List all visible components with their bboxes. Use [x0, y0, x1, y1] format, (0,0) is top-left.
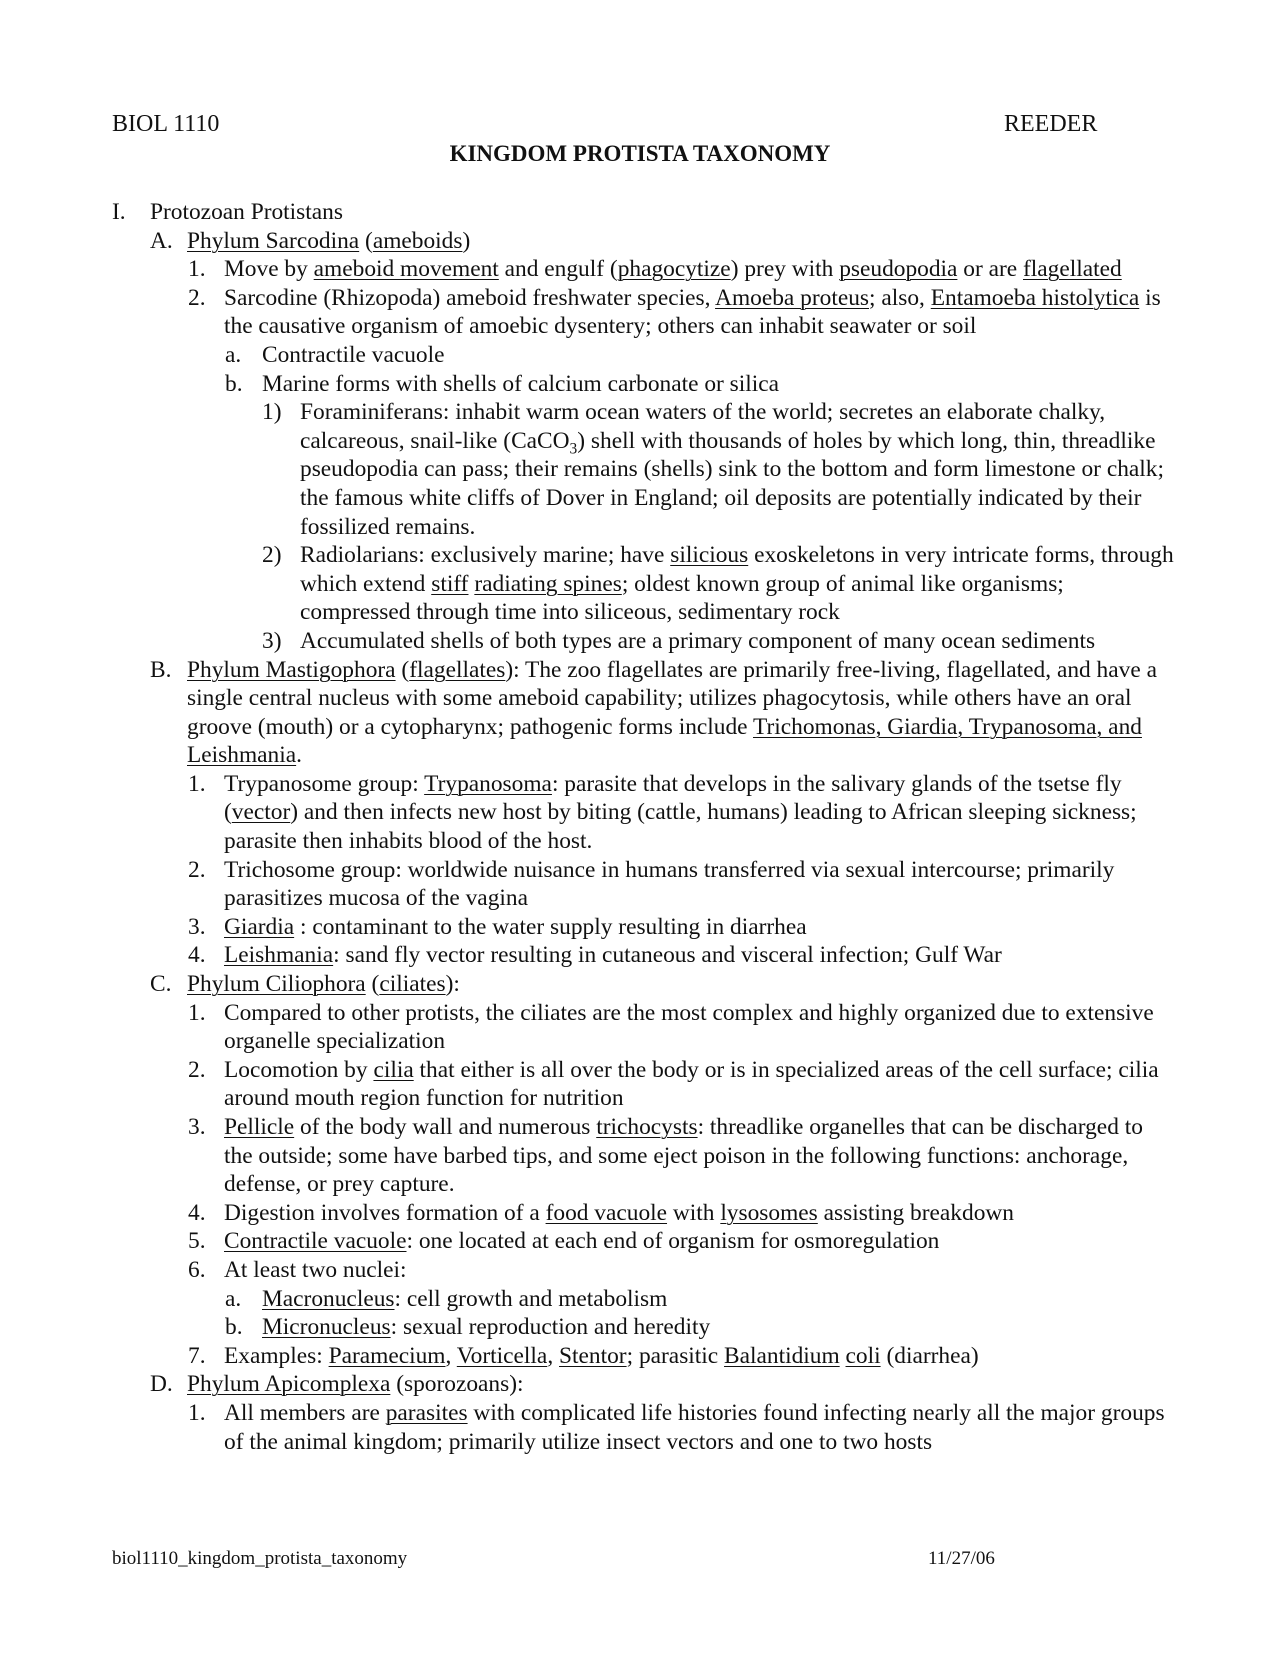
text-run: assisting breakdown: [817, 1199, 1014, 1226]
outline-item: [0, 541, 1280, 627]
outline-text: [224, 1342, 1170, 1371]
outline-item: [0, 1113, 1280, 1199]
footer-date: 11/27/06: [928, 1548, 995, 1569]
outline-item: [0, 1056, 1280, 1113]
underlined-term: Amoeba proteus: [715, 284, 869, 311]
outline-text: [224, 1256, 1170, 1285]
outline-item: [0, 856, 1280, 913]
outline-item: [0, 1370, 1280, 1399]
underlined-term: Micronucleus: [262, 1314, 391, 1341]
outline-text: [224, 999, 1170, 1056]
outline-item: [0, 913, 1280, 942]
text-run: Accumulated shells of both types are a primary component of many ocean sediments: [300, 627, 1096, 654]
underlined-term: stiff: [431, 570, 469, 597]
outline-text: [224, 856, 1170, 913]
outline-item: [0, 1313, 1280, 1342]
text-run: ; parasitic: [626, 1342, 725, 1369]
outline-item: [0, 1399, 1280, 1456]
underlined-term: Paramecium: [328, 1342, 446, 1369]
text-run: : contaminant to the water supply resulting in diarrhea: [294, 913, 807, 940]
outline-label: 3.: [188, 1114, 206, 1140]
underlined-term: cilia: [373, 1056, 414, 1083]
text-run: is the causative organism of amoebic dysentery; others can inhabit seawater or soil: [224, 284, 1161, 340]
outline-text: [187, 656, 1170, 770]
text-run: .: [296, 742, 302, 769]
outline-label: 6.: [188, 1256, 206, 1283]
subscript: 3: [569, 440, 578, 458]
text-run: or are: [957, 256, 1024, 283]
outline-item: [0, 398, 1280, 541]
outline-label: 1.: [188, 256, 206, 283]
text-run: ; oldest known group of animal like organisms; compressed through time into siliceous, sedimentary rock: [300, 570, 1064, 626]
underlined-term: Phylum Apicomplexa: [187, 1371, 391, 1398]
outline-label: 1.: [188, 1399, 206, 1426]
outline-text: [187, 227, 1170, 256]
outline-label: A.: [150, 227, 173, 254]
text-run: ) prey with: [730, 256, 840, 283]
underlined-term: Balantidium: [724, 1342, 840, 1369]
text-run: that either is all over the body or is in specialized areas of the cell surface; cilia around mouth region function for nutrition: [224, 1056, 1159, 1112]
outline-label: 7.: [188, 1342, 206, 1369]
underlined-term: Stentor: [559, 1342, 627, 1369]
underlined-term: Pellicle: [224, 1114, 295, 1140]
underlined-term: Contractile vacuole: [224, 1228, 407, 1255]
text-run: ): [462, 227, 471, 254]
text-run: : parasite that develops in the salivary glands of the tsetse fly (: [224, 770, 1122, 826]
text-run: exoskeletons in very intricate forms, through which extend: [300, 542, 1174, 597]
text-run: (: [395, 656, 410, 683]
outline-item: [0, 1199, 1280, 1228]
outline-item: [0, 198, 1280, 227]
outline-item: [0, 370, 1280, 399]
outline-item: [0, 970, 1280, 999]
outline-label: 5.: [188, 1228, 206, 1255]
underlined-term: radiating spines: [474, 570, 622, 597]
text-run: Compared to other protists, the ciliates are the most complex and highly organized due to extensive organelle specialization: [224, 999, 1154, 1055]
text-run: : one located at each end of organism for osmoregulation: [406, 1228, 940, 1255]
underlined-term: Macronucleus: [262, 1285, 395, 1312]
text-run: Trypanosome group:: [224, 770, 425, 797]
text-run: At least two nuclei:: [224, 1256, 407, 1283]
outline-text: [262, 1285, 1180, 1314]
outline-text: [224, 1113, 1170, 1199]
underlined-term: coli: [845, 1342, 881, 1369]
underlined-term: vector: [231, 799, 291, 826]
outline-text: [262, 1313, 1180, 1342]
text-run: Sarcodine (Rhizopoda) ameboid freshwater species,: [224, 284, 716, 311]
text-run: : threadlike organelles that can be discharged to the outside; some have barbed tips, and some eject poison in the following functions: anchorage, defense, or prey capture.: [224, 1114, 1143, 1198]
underlined-term: lysosomes: [720, 1199, 818, 1226]
text-run: and engulf (: [498, 256, 618, 283]
text-run: Examples:: [224, 1342, 329, 1369]
underlined-term: parasites: [385, 1399, 468, 1426]
outline-label: 2.: [188, 856, 206, 883]
outline-text: [150, 198, 1170, 227]
underlined-term: Phylum Ciliophora: [187, 971, 366, 998]
outline-text: [224, 770, 1170, 856]
outline-label: a.: [225, 341, 242, 368]
text-run: ) and then infects new host by biting (cattle, humans) leading to African sleeping sickness; parasite then inhabits blood of the host.: [224, 799, 1137, 855]
outline-text: [187, 970, 1170, 999]
text-run: ,: [445, 1342, 457, 1369]
outline-text: [224, 941, 1170, 970]
text-run: ; also,: [869, 284, 931, 311]
outline-label: 3.: [188, 913, 206, 940]
underlined-term: ameboids: [372, 227, 463, 254]
outline-label: C.: [150, 971, 172, 998]
text-run: (: [365, 971, 380, 998]
page-title: KINGDOM PROTISTA TAXONOMY: [449, 141, 831, 166]
outline-item: [0, 341, 1280, 370]
outline-text: [224, 1227, 1170, 1256]
outline-text: [300, 627, 1176, 656]
underlined-term: ciliates: [379, 971, 446, 998]
outline-text: [224, 255, 1170, 284]
outline-item: [0, 627, 1280, 656]
text-run: Digestion involves formation of a: [224, 1199, 546, 1226]
outline-text: [224, 1199, 1170, 1228]
text-run: : sand fly vector resulting in cutaneous and visceral infection; Gulf War: [333, 942, 1002, 969]
text-run: Marine forms with shells of calcium carbonate or silica: [262, 370, 780, 397]
outline-text: [224, 284, 1170, 341]
outline-label: 1.: [188, 999, 206, 1026]
underlined-term: Giardia: [224, 913, 295, 940]
text-run: ) shell with thousands of holes by which long, thin, threadlike pseudopodia can pass; their remains (shells) sink to the bottom and form limestone or chalk; the famous white cliffs of Dover in England; oil deposits are potentially indicated by their fossilized remains.: [300, 427, 1164, 540]
text-run: Radiolarians: exclusively marine; have: [300, 542, 671, 569]
text-run: with: [667, 1199, 721, 1226]
outline-label: 1): [262, 399, 282, 426]
text-run: Move by: [224, 256, 314, 283]
footer-filename: biol1110_kingdom_protista_taxonomy: [112, 1548, 408, 1569]
underlined-term: Leishmania: [224, 942, 334, 969]
outline-text: [224, 1399, 1170, 1456]
outline-item: [0, 770, 1280, 856]
outline-text: [300, 541, 1176, 627]
outline-label: 3): [262, 627, 282, 654]
outline-item: [0, 1285, 1280, 1314]
text-run: All members are: [224, 1399, 386, 1426]
outline-item: [0, 255, 1280, 284]
text-run: Trichosome group: worldwide nuisance in humans transferred via sexual intercourse; primarily parasitizes mucosa of the vagina: [224, 856, 1115, 912]
outline-text: [262, 370, 1180, 399]
outline-item: [0, 999, 1280, 1056]
underlined-term: flagellates: [409, 656, 506, 683]
outline-item: [0, 941, 1280, 970]
course-code: BIOL 1110: [112, 111, 220, 137]
text-run: of the body wall and numerous: [294, 1114, 597, 1140]
outline-label: 4.: [188, 1199, 206, 1226]
outline-label: 2.: [188, 1056, 206, 1083]
outline-item: [0, 1342, 1280, 1371]
outline-label: 2.: [188, 284, 206, 311]
outline-label: B.: [150, 656, 172, 683]
text-run: Foraminiferans: inhabit warm ocean waters of the world; secretes an elaborate chalky, calcareous, snail-like (CaCO: [300, 399, 1106, 454]
text-run: (sporozoans):: [390, 1371, 524, 1398]
outline-label: 1.: [188, 770, 206, 797]
outline-label: D.: [150, 1371, 173, 1398]
outline-item: [0, 284, 1280, 341]
outline-label: I.: [112, 199, 126, 225]
underlined-term: Entamoeba histolytica: [930, 284, 1140, 311]
underlined-term: Phylum Mastigophora: [187, 656, 396, 683]
text-run: Contractile vacuole: [262, 341, 445, 368]
outline-text: [224, 913, 1170, 942]
outline-label: 2): [262, 542, 282, 569]
underlined-term: phagocytize: [617, 256, 731, 283]
underlined-term: food vacuole: [545, 1199, 668, 1226]
text-run: Locomotion by: [224, 1056, 374, 1083]
outline-label: b.: [225, 370, 243, 397]
text-run: Protozoan Protistans: [150, 199, 343, 225]
outline-item: [0, 227, 1280, 256]
text-run: : sexual reproduction and heredity: [390, 1314, 711, 1341]
text-run: with complicated life histories found infecting nearly all the major groups of the animal kingdom; primarily utilize insect vectors and one to two hosts: [224, 1399, 1165, 1455]
underlined-term: ameboid movement: [313, 256, 499, 283]
text-run: ,: [547, 1342, 560, 1369]
underlined-term: Vorticella: [456, 1342, 548, 1369]
underlined-term: silicious: [670, 542, 749, 569]
underlined-term: flagellated: [1023, 256, 1122, 283]
outline-body: [0, 198, 1280, 1456]
outline-text: [300, 398, 1176, 541]
outline-item: [0, 1256, 1280, 1285]
outline-text: [224, 1056, 1170, 1113]
outline-item: [0, 656, 1280, 770]
author-name: REEDER: [1004, 111, 1098, 137]
outline-text: [187, 1370, 1170, 1399]
outline-label: a.: [225, 1285, 242, 1312]
underlined-term: Trypanosoma: [424, 770, 552, 797]
text-run: (diarrhea): [880, 1342, 979, 1369]
outline-item: [0, 1227, 1280, 1256]
outline-text: [262, 341, 1180, 370]
underlined-term: Phylum Sarcodina: [187, 227, 360, 254]
underlined-term: Trichomonas, Giardia, Trypanosoma, and Leishmania: [187, 713, 1142, 769]
underlined-term: pseudopodia: [839, 256, 958, 283]
underlined-term: trichocysts: [596, 1114, 698, 1140]
text-run: (: [359, 227, 373, 254]
text-run: ): The zoo flagellates are primarily free-living, flagellated, and have a single central nucleus with some ameboid capability; utilizes phagocytosis, while others have an oral groove (mouth) or a cytopharynx; pathogenic forms include: [187, 656, 1157, 740]
outline-label: b.: [225, 1314, 243, 1341]
outline-label: 4.: [188, 942, 206, 969]
text-run: : cell growth and metabolism: [394, 1285, 668, 1312]
text-run: ):: [445, 971, 460, 998]
